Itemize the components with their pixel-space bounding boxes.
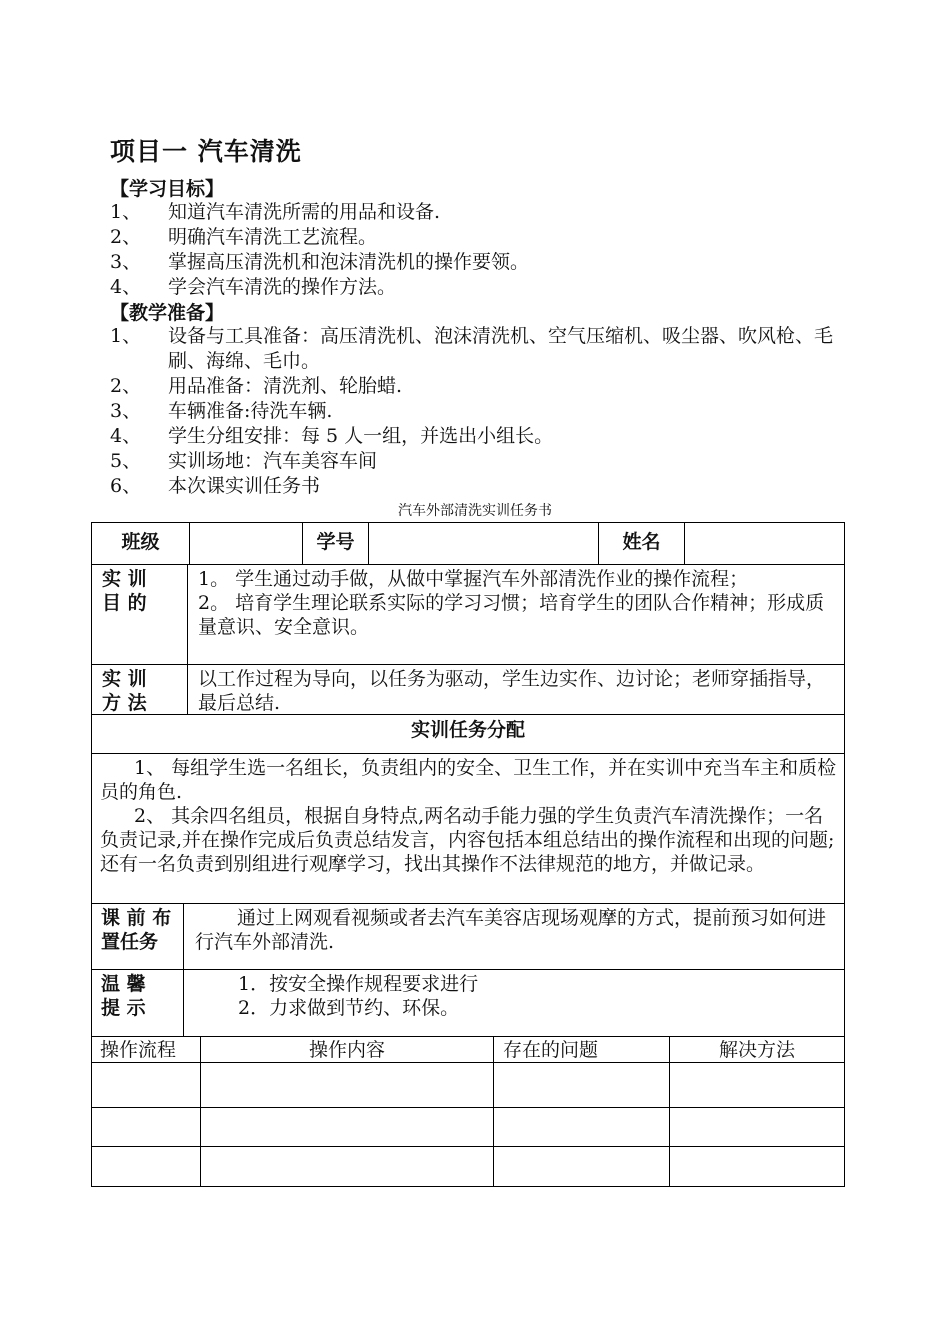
list-item bbox=[110, 200, 850, 225]
table-border bbox=[91, 969, 845, 970]
table-cell[interactable] bbox=[92, 1147, 200, 1186]
table-border bbox=[91, 664, 845, 665]
method-content: 以工作过程为导向，以任务为驱动，学生边实作、边讨论；老师穿插指导，最后总结. bbox=[198, 668, 826, 714]
list-number: 2、 bbox=[110, 226, 142, 248]
list-text: 实训场地：汽车美容车间 bbox=[168, 450, 378, 472]
teaching-prep-heading: 【教学准备】 bbox=[110, 302, 225, 324]
list-item bbox=[110, 449, 850, 474]
purpose-label-line2: 目 的 bbox=[102, 592, 147, 614]
assignment-para1: 1、 每组学生选一名组长，负责组内的安全、卫生工作，并在实训中充当车主和质检员的角色. bbox=[100, 757, 837, 803]
table-cell[interactable] bbox=[670, 1063, 844, 1107]
list-text: 明确汽车清洗工艺流程。 bbox=[168, 226, 378, 248]
table-cell[interactable] bbox=[92, 1108, 200, 1146]
list-number: 1、 bbox=[110, 325, 142, 347]
table-cell[interactable] bbox=[494, 1147, 669, 1186]
process-header-flow: 操作流程 bbox=[100, 1039, 177, 1061]
table-border bbox=[844, 522, 845, 1186]
learning-goals-heading: 【学习目标】 bbox=[110, 178, 225, 200]
list-item bbox=[110, 324, 850, 374]
list-text: 知道汽车清洗所需的用品和设备. bbox=[168, 201, 441, 223]
table-cell[interactable] bbox=[670, 1147, 844, 1186]
tips-label-line2: 提 示 bbox=[101, 997, 146, 1019]
table-border bbox=[684, 522, 685, 564]
table-border bbox=[183, 903, 184, 1036]
purpose-label bbox=[102, 567, 182, 615]
purpose-line1: 1。 学生通过动手做，从做中掌握汽车外部清洗作业的操作流程； bbox=[198, 568, 749, 590]
list-number: 3、 bbox=[110, 400, 142, 422]
student-id-label: 学号 bbox=[316, 531, 355, 553]
tips-label bbox=[101, 972, 181, 1020]
list-item bbox=[110, 474, 850, 499]
table-cell[interactable] bbox=[670, 1108, 844, 1146]
list-item bbox=[110, 275, 850, 300]
table-border bbox=[189, 522, 190, 564]
tips-item2: 2．力求做到节约、环保。 bbox=[238, 997, 460, 1019]
list-item bbox=[110, 424, 850, 449]
assignment-para2: 2、 其余四名组员，根据自身特点,两名动手能力强的学生负责汽车清洗操作；一名负责记录,并在操作完成后负责总结发言，内容包括本组总结出的操作流程和出现的问题;还有一名负责到别组进行观摩学习，找出其操作不法律规范的地方，并做记录。 bbox=[100, 805, 835, 875]
table-border bbox=[91, 903, 845, 904]
list-text: 掌握高压清洗机和泡沫清洗机的操作要领。 bbox=[168, 251, 530, 273]
list-item bbox=[110, 250, 850, 275]
tips-item1: 1．按安全操作规程要求进行 bbox=[238, 973, 479, 995]
name-label: 姓名 bbox=[622, 531, 661, 553]
list-number: 2、 bbox=[110, 375, 142, 397]
list-number: 5、 bbox=[110, 450, 142, 472]
method-label-line2: 方 法 bbox=[102, 692, 147, 714]
table-border bbox=[91, 1186, 845, 1187]
preclass-label-line1: 课 前 布 bbox=[101, 907, 172, 929]
table-cell[interactable] bbox=[201, 1108, 493, 1146]
list-number: 6、 bbox=[110, 475, 142, 497]
table-border bbox=[368, 522, 369, 564]
table-border bbox=[91, 753, 845, 754]
purpose-line2: 2。 培育学生理论联系实际的学习习惯；培育学生的团队合作精神；形成质量意识、安全意识。 bbox=[198, 592, 825, 638]
page-title: 项目一 汽车清洗 bbox=[110, 137, 302, 166]
purpose-label-line1: 实 训 bbox=[102, 568, 147, 590]
list-item bbox=[110, 374, 850, 399]
list-number: 4、 bbox=[110, 425, 142, 447]
process-header-content: 操作内容 bbox=[308, 1039, 385, 1061]
tips-content bbox=[238, 972, 838, 1020]
list-text: 设备与工具准备：高压清洗机、泡沫清洗机、空气压缩机、吸尘器、吹风枪、毛刷、海绵、毛巾。 bbox=[168, 325, 834, 372]
table-cell[interactable] bbox=[494, 1108, 669, 1146]
table-border bbox=[187, 564, 188, 714]
list-item bbox=[110, 225, 850, 250]
method-label bbox=[102, 667, 182, 715]
table-cell[interactable] bbox=[201, 1147, 493, 1186]
class-label: 班级 bbox=[121, 531, 160, 553]
table-border bbox=[91, 564, 845, 565]
list-text: 学会汽车清洗的操作方法。 bbox=[168, 276, 397, 298]
list-text: 学生分组安排：每 5 人一组，并选出小组长。 bbox=[168, 425, 554, 447]
task-sheet-caption: 汽车外部清洗实训任务书 bbox=[398, 503, 552, 519]
method-label-line1: 实 训 bbox=[102, 668, 147, 690]
list-number: 4、 bbox=[110, 276, 142, 298]
table-border bbox=[91, 1036, 845, 1037]
table-cell[interactable] bbox=[201, 1063, 493, 1107]
list-text: 本次课实训任务书 bbox=[168, 475, 321, 497]
process-header-solutions: 解决方法 bbox=[718, 1039, 795, 1061]
table-border bbox=[91, 522, 845, 523]
purpose-content bbox=[198, 567, 838, 639]
preclass-content: 通过上网观看视频或者去汽车美容店现场观摩的方式，提前预习如何进行汽车外部清洗. bbox=[195, 907, 827, 953]
list-number: 3、 bbox=[110, 251, 142, 273]
assignment-heading: 实训任务分配 bbox=[410, 719, 525, 741]
list-number: 1、 bbox=[110, 201, 142, 223]
list-item bbox=[110, 399, 850, 424]
assignment-content bbox=[100, 756, 838, 876]
preclass-label-line2: 置任务 bbox=[101, 931, 159, 953]
list-text: 用品准备：清洗剂、轮胎蜡. bbox=[168, 375, 403, 397]
table-cell[interactable] bbox=[494, 1063, 669, 1107]
preclass-label bbox=[101, 906, 181, 954]
process-header-issues: 存在的问题 bbox=[503, 1039, 599, 1061]
tips-label-line1: 温 馨 bbox=[101, 973, 146, 995]
list-text: 车辆准备:待洗车辆. bbox=[168, 400, 333, 422]
table-cell[interactable] bbox=[92, 1063, 200, 1107]
